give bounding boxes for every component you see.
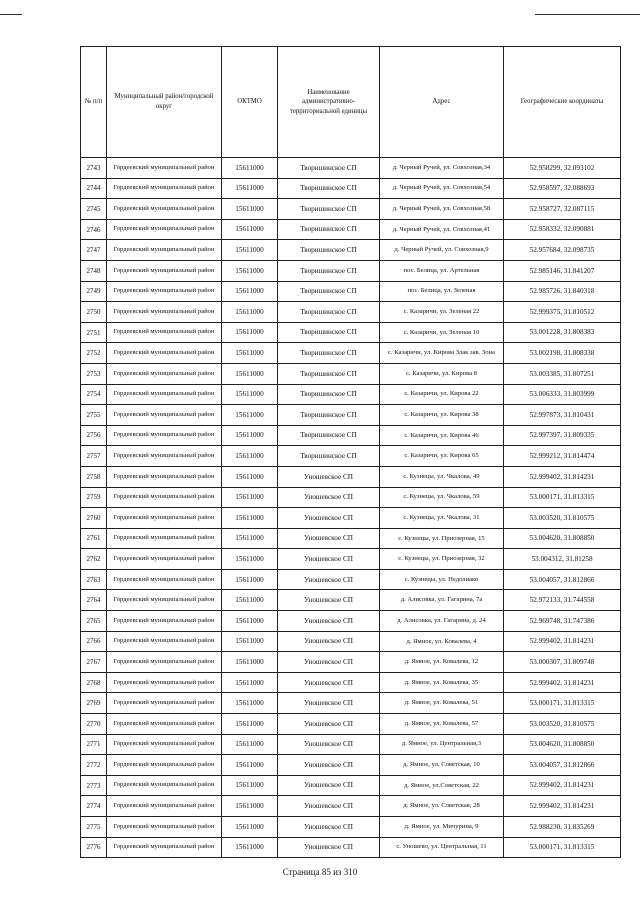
- district-cell: Гордеевский муниципальный район: [107, 652, 222, 673]
- row-number: 2747: [81, 240, 107, 261]
- unit-cell: Творишинское СП: [278, 343, 380, 364]
- address-cell: с. Казаричи, ул. Кирова 8: [380, 363, 504, 384]
- oktmo-cell: 15611000: [222, 302, 278, 323]
- oktmo-cell: 15611000: [222, 796, 278, 817]
- address-cell: пос. Белица, ул. Зеленая: [380, 281, 504, 302]
- table-row: [81, 219, 621, 240]
- header-district: Муниципальный район/городской округ: [107, 47, 222, 158]
- oktmo-cell: 15611000: [222, 611, 278, 632]
- unit-cell: Творишинское СП: [278, 240, 380, 261]
- address-cell: д. Черный Ручей, ул. Совхозная,34: [380, 158, 504, 179]
- district-cell: Гордеевский муниципальный район: [107, 281, 222, 302]
- address-cell: с. Уношево, ул. Центральная, 11: [380, 837, 504, 858]
- oktmo-cell: 15611000: [222, 755, 278, 776]
- table-row: [81, 281, 621, 302]
- district-cell: Гордеевский муниципальный район: [107, 487, 222, 508]
- table-row: [81, 302, 621, 323]
- header-coords: Географические координаты: [504, 47, 621, 158]
- address-cell: пос. Белица, ул. Артельная: [380, 260, 504, 281]
- table-row: [81, 714, 621, 735]
- coords-cell: 52.997397, 31.809335: [504, 425, 621, 446]
- address-cell: д. Ямное, ул. Центральная,3: [380, 734, 504, 755]
- unit-cell: Творишинское СП: [278, 322, 380, 343]
- address-cell: д. Ямное, ул.Советская, 22: [380, 775, 504, 796]
- district-cell: Гордеевский муниципальный район: [107, 693, 222, 714]
- unit-cell: Творишинское СП: [278, 363, 380, 384]
- unit-cell: Творишинское СП: [278, 219, 380, 240]
- district-cell: Гордеевский муниципальный район: [107, 446, 222, 467]
- oktmo-cell: 15611000: [222, 631, 278, 652]
- district-cell: Гордеевский муниципальный район: [107, 343, 222, 364]
- address-cell: д. Ямное, ул. Ковалева, 4: [380, 631, 504, 652]
- district-cell: Гордеевский муниципальный район: [107, 734, 222, 755]
- address-cell: с. Казаричи, ул. Кирова 65: [380, 446, 504, 467]
- oktmo-cell: 15611000: [222, 363, 278, 384]
- oktmo-cell: 15611000: [222, 817, 278, 838]
- address-cell: д. Ямное, ул. Ковалева, 51: [380, 693, 504, 714]
- oktmo-cell: 15611000: [222, 714, 278, 735]
- row-number: 2773: [81, 775, 107, 796]
- oktmo-cell: 15611000: [222, 322, 278, 343]
- table-row: [81, 672, 621, 693]
- unit-cell: Уношевское СП: [278, 693, 380, 714]
- district-cell: Гордеевский муниципальный район: [107, 755, 222, 776]
- district-cell: Гордеевский муниципальный район: [107, 817, 222, 838]
- row-number: 2756: [81, 425, 107, 446]
- row-number: 2752: [81, 343, 107, 364]
- unit-cell: Творишинское СП: [278, 260, 380, 281]
- table-row: [81, 363, 621, 384]
- oktmo-cell: 15611000: [222, 405, 278, 426]
- address-cell: с. Казаричи, ул. Кирова 46: [380, 425, 504, 446]
- oktmo-cell: 15611000: [222, 219, 278, 240]
- row-number: 2769: [81, 693, 107, 714]
- coords-cell: 52.999402, 31.814231: [504, 631, 621, 652]
- district-cell: Гордеевский муниципальный район: [107, 631, 222, 652]
- oktmo-cell: 15611000: [222, 487, 278, 508]
- table-row: [81, 199, 621, 220]
- unit-cell: Уношевское СП: [278, 631, 380, 652]
- address-cell: д. Ямное, ул. Ковалева, 12: [380, 652, 504, 673]
- unit-cell: Уношевское СП: [278, 508, 380, 529]
- table-row: [81, 343, 621, 364]
- table-row: [81, 755, 621, 776]
- row-number: 2765: [81, 611, 107, 632]
- table-row: [81, 405, 621, 426]
- row-number: 2744: [81, 178, 107, 199]
- table-row: [81, 322, 621, 343]
- oktmo-cell: 15611000: [222, 672, 278, 693]
- row-number: 2774: [81, 796, 107, 817]
- oktmo-cell: 15611000: [222, 775, 278, 796]
- table-row: [81, 569, 621, 590]
- scan-artifact-line-left: [0, 14, 22, 15]
- oktmo-cell: 15611000: [222, 734, 278, 755]
- table-row: [81, 734, 621, 755]
- unit-cell: Творишинское СП: [278, 446, 380, 467]
- unit-cell: Уношевское СП: [278, 755, 380, 776]
- oktmo-cell: 15611000: [222, 693, 278, 714]
- header-address: Адрес: [380, 47, 504, 158]
- oktmo-cell: 15611000: [222, 590, 278, 611]
- row-number: 2758: [81, 466, 107, 487]
- unit-cell: Уношевское СП: [278, 569, 380, 590]
- unit-cell: Творишинское СП: [278, 281, 380, 302]
- address-cell: с. Казаричи, ул. Кирова 22: [380, 384, 504, 405]
- district-cell: Гордеевский муниципальный район: [107, 590, 222, 611]
- header-oktmo: ОКТМО: [222, 47, 278, 158]
- district-cell: Гордеевский муниципальный район: [107, 466, 222, 487]
- coords-cell: 53.000307, 31.809748: [504, 652, 621, 673]
- coords-cell: 52.972133, 31.744558: [504, 590, 621, 611]
- unit-cell: Творишинское СП: [278, 405, 380, 426]
- row-number: 2767: [81, 652, 107, 673]
- coords-cell: 52.988230, 31.835269: [504, 817, 621, 838]
- oktmo-cell: 15611000: [222, 199, 278, 220]
- district-cell: Гордеевский муниципальный район: [107, 714, 222, 735]
- unit-cell: Творишинское СП: [278, 158, 380, 179]
- coords-cell: 53.001228, 31.808383: [504, 322, 621, 343]
- oktmo-cell: 15611000: [222, 466, 278, 487]
- unit-cell: Уношевское СП: [278, 466, 380, 487]
- oktmo-cell: 15611000: [222, 446, 278, 467]
- address-cell: с. Казаричи, ул. Зеленая 22: [380, 302, 504, 323]
- oktmo-cell: 15611000: [222, 260, 278, 281]
- row-number: 2770: [81, 714, 107, 735]
- table-row: [81, 260, 621, 281]
- table-row: [81, 466, 621, 487]
- coords-cell: 52.985146, 31.841207: [504, 260, 621, 281]
- address-cell: с. Кузнецы, ул. Недолиако: [380, 569, 504, 590]
- unit-cell: Творишинское СП: [278, 384, 380, 405]
- row-number: 2763: [81, 569, 107, 590]
- district-cell: Гордеевский муниципальный район: [107, 837, 222, 858]
- address-cell: д. Ямное, ул. Мичурина, 9: [380, 817, 504, 838]
- address-cell: с. Кузнецы, ул. Чкалова, 31: [380, 508, 504, 529]
- district-cell: Гордеевский муниципальный район: [107, 158, 222, 179]
- coords-cell: 53.004620, 31.808850: [504, 528, 621, 549]
- district-cell: Гордеевский муниципальный район: [107, 528, 222, 549]
- coords-cell: 53.000171, 31.813315: [504, 837, 621, 858]
- address-cell: д. Черный Ручей, ул. Совхозная,9: [380, 240, 504, 261]
- oktmo-cell: 15611000: [222, 281, 278, 302]
- header-num: № п/п: [81, 47, 107, 158]
- address-cell: д. Алисовка, ул. Гагарина, 7а: [380, 590, 504, 611]
- coords-cell: 52.958597, 32.088693: [504, 178, 621, 199]
- address-cell: д. Ямное, ул. Ковалева, 57: [380, 714, 504, 735]
- table-row: [81, 549, 621, 570]
- district-cell: Гордеевский муниципальный район: [107, 775, 222, 796]
- row-number: 2771: [81, 734, 107, 755]
- table-row: [81, 817, 621, 838]
- table-row: [81, 384, 621, 405]
- district-cell: Гордеевский муниципальный район: [107, 405, 222, 426]
- table-row: [81, 652, 621, 673]
- oktmo-cell: 15611000: [222, 549, 278, 570]
- address-cell: д. Черный Ручей, ул. Совхозная,58: [380, 199, 504, 220]
- unit-cell: Уношевское СП: [278, 652, 380, 673]
- coords-cell: 52.969748, 31.747386: [504, 611, 621, 632]
- coords-cell: 52.958332, 32.090881: [504, 219, 621, 240]
- address-cell: д. Ямное, ул. Советская, 28: [380, 796, 504, 817]
- oktmo-cell: 15611000: [222, 240, 278, 261]
- district-cell: Гордеевский муниципальный район: [107, 219, 222, 240]
- coords-cell: 53.003520, 31.810575: [504, 714, 621, 735]
- address-cell: д. Черный Ручей, ул. Совхозная,41: [380, 219, 504, 240]
- coords-cell: 52.957684, 32.098735: [504, 240, 621, 261]
- unit-cell: Уношевское СП: [278, 734, 380, 755]
- row-number: 2766: [81, 631, 107, 652]
- coords-cell: 52.999402, 31.814231: [504, 796, 621, 817]
- district-cell: Гордеевский муниципальный район: [107, 302, 222, 323]
- coords-cell: 53.003385, 31.807251: [504, 363, 621, 384]
- unit-cell: Уношевское СП: [278, 837, 380, 858]
- table-row: [81, 446, 621, 467]
- unit-cell: Творишинское СП: [278, 425, 380, 446]
- oktmo-cell: 15611000: [222, 837, 278, 858]
- row-number: 2762: [81, 549, 107, 570]
- coords-cell: 53.002198, 31.808338: [504, 343, 621, 364]
- coords-cell: 52.999402, 31.814231: [504, 775, 621, 796]
- oktmo-cell: 15611000: [222, 528, 278, 549]
- coords-cell: 52.997873, 31.810431: [504, 405, 621, 426]
- address-cell: с. Казаричи, ул. Кирова Злак зав. Зона: [380, 343, 504, 364]
- row-number: 2761: [81, 528, 107, 549]
- unit-cell: Творишинское СП: [278, 199, 380, 220]
- row-number: 2753: [81, 363, 107, 384]
- row-number: 2746: [81, 219, 107, 240]
- table-row: [81, 590, 621, 611]
- address-cell: д. Черный Ручей, ул. Совхозная,54: [380, 178, 504, 199]
- unit-cell: Уношевское СП: [278, 549, 380, 570]
- district-cell: Гордеевский муниципальный район: [107, 569, 222, 590]
- coords-cell: 53.004620, 31.808850: [504, 734, 621, 755]
- registry-table: [80, 46, 621, 858]
- table-row: [81, 528, 621, 549]
- coords-cell: 53.004057, 31.812866: [504, 755, 621, 776]
- coords-cell: 52.958727, 32.087115: [504, 199, 621, 220]
- address-cell: д. Ямное, ул. Советская, 10: [380, 755, 504, 776]
- row-number: 2757: [81, 446, 107, 467]
- unit-cell: Уношевское СП: [278, 817, 380, 838]
- address-cell: с. Кузнецы, ул. Приозерная, 15: [380, 528, 504, 549]
- row-number: 2754: [81, 384, 107, 405]
- table-row: [81, 487, 621, 508]
- district-cell: Гордеевский муниципальный район: [107, 796, 222, 817]
- district-cell: Гордеевский муниципальный район: [107, 549, 222, 570]
- row-number: 2755: [81, 405, 107, 426]
- row-number: 2750: [81, 302, 107, 323]
- table-row: [81, 775, 621, 796]
- district-cell: Гордеевский муниципальный район: [107, 425, 222, 446]
- table-row: [81, 178, 621, 199]
- row-number: 2751: [81, 322, 107, 343]
- district-cell: Гордеевский муниципальный район: [107, 178, 222, 199]
- coords-cell: 53.006333, 31.803999: [504, 384, 621, 405]
- coords-cell: 53.004312, 31.81258: [504, 549, 621, 570]
- coords-cell: 53.000171, 31.813315: [504, 693, 621, 714]
- row-number: 2776: [81, 837, 107, 858]
- row-number: 2748: [81, 260, 107, 281]
- table-row: [81, 508, 621, 529]
- coords-cell: 53.000171, 31.813315: [504, 487, 621, 508]
- district-cell: Гордеевский муниципальный район: [107, 672, 222, 693]
- unit-cell: Творишинское СП: [278, 302, 380, 323]
- district-cell: Гордеевский муниципальный район: [107, 322, 222, 343]
- district-cell: Гордеевский муниципальный район: [107, 240, 222, 261]
- oktmo-cell: 15611000: [222, 343, 278, 364]
- unit-cell: Уношевское СП: [278, 590, 380, 611]
- table-row: [81, 631, 621, 652]
- table-row: [81, 796, 621, 817]
- row-number: 2760: [81, 508, 107, 529]
- district-cell: Гордеевский муниципальный район: [107, 508, 222, 529]
- address-cell: д. Ямное, ул. Ковалева, 35: [380, 672, 504, 693]
- oktmo-cell: 15611000: [222, 652, 278, 673]
- district-cell: Гордеевский муниципальный район: [107, 363, 222, 384]
- header-unit: Наименование административно-территориальной единицы: [278, 47, 380, 158]
- oktmo-cell: 15611000: [222, 384, 278, 405]
- table-header: [81, 47, 621, 158]
- coords-cell: 52.999212, 31.814474: [504, 446, 621, 467]
- oktmo-cell: 15611000: [222, 569, 278, 590]
- unit-cell: Уношевское СП: [278, 672, 380, 693]
- row-number: 2768: [81, 672, 107, 693]
- coords-cell: 52.999402, 31.814231: [504, 466, 621, 487]
- row-number: 2775: [81, 817, 107, 838]
- district-cell: Гордеевский муниципальный район: [107, 384, 222, 405]
- address-cell: с. Казаричи, ул. Кирова 38: [380, 405, 504, 426]
- unit-cell: Творишинское СП: [278, 178, 380, 199]
- page-number: Страница 85 из 310: [282, 867, 358, 877]
- table-row: [81, 837, 621, 858]
- oktmo-cell: 15611000: [222, 158, 278, 179]
- address-cell: с. Кузнецы, ул. Чкалова, 59: [380, 487, 504, 508]
- unit-cell: Уношевское СП: [278, 487, 380, 508]
- district-cell: Гордеевский муниципальный район: [107, 260, 222, 281]
- address-cell: с. Кузнецы, ул. Приозерная, 32: [380, 549, 504, 570]
- scan-artifact-line-right: [535, 14, 640, 15]
- unit-cell: Уношевское СП: [278, 796, 380, 817]
- row-number: 2759: [81, 487, 107, 508]
- address-cell: д. Алисовка, ул. Гагарина, д. 24: [380, 611, 504, 632]
- coords-cell: 52.985726, 31.840318: [504, 281, 621, 302]
- table-row: [81, 425, 621, 446]
- row-number: 2743: [81, 158, 107, 179]
- address-cell: с. Казаричи, ул. Зеленая 10: [380, 322, 504, 343]
- coords-cell: 53.004057, 31.812866: [504, 569, 621, 590]
- oktmo-cell: 15611000: [222, 425, 278, 446]
- table-row: [81, 611, 621, 632]
- coords-cell: 52.999402, 31.814231: [504, 672, 621, 693]
- district-cell: Гордеевский муниципальный район: [107, 611, 222, 632]
- row-number: 2749: [81, 281, 107, 302]
- unit-cell: Уношевское СП: [278, 611, 380, 632]
- unit-cell: Уношевское СП: [278, 528, 380, 549]
- table-row: [81, 240, 621, 261]
- coords-cell: 52.958299, 32.093102: [504, 158, 621, 179]
- coords-cell: 52.999375, 31.810512: [504, 302, 621, 323]
- coords-cell: 53.003520, 31.810575: [504, 508, 621, 529]
- unit-cell: Уношевское СП: [278, 714, 380, 735]
- district-cell: Гордеевский муниципальный район: [107, 199, 222, 220]
- unit-cell: Уношевское СП: [278, 775, 380, 796]
- row-number: 2772: [81, 755, 107, 776]
- address-cell: с. Кузнецы, ул. Чкалова, 49: [380, 466, 504, 487]
- table-body: [81, 158, 621, 858]
- table-row: [81, 693, 621, 714]
- row-number: 2745: [81, 199, 107, 220]
- oktmo-cell: 15611000: [222, 508, 278, 529]
- oktmo-cell: 15611000: [222, 178, 278, 199]
- row-number: 2764: [81, 590, 107, 611]
- table-row: [81, 158, 621, 179]
